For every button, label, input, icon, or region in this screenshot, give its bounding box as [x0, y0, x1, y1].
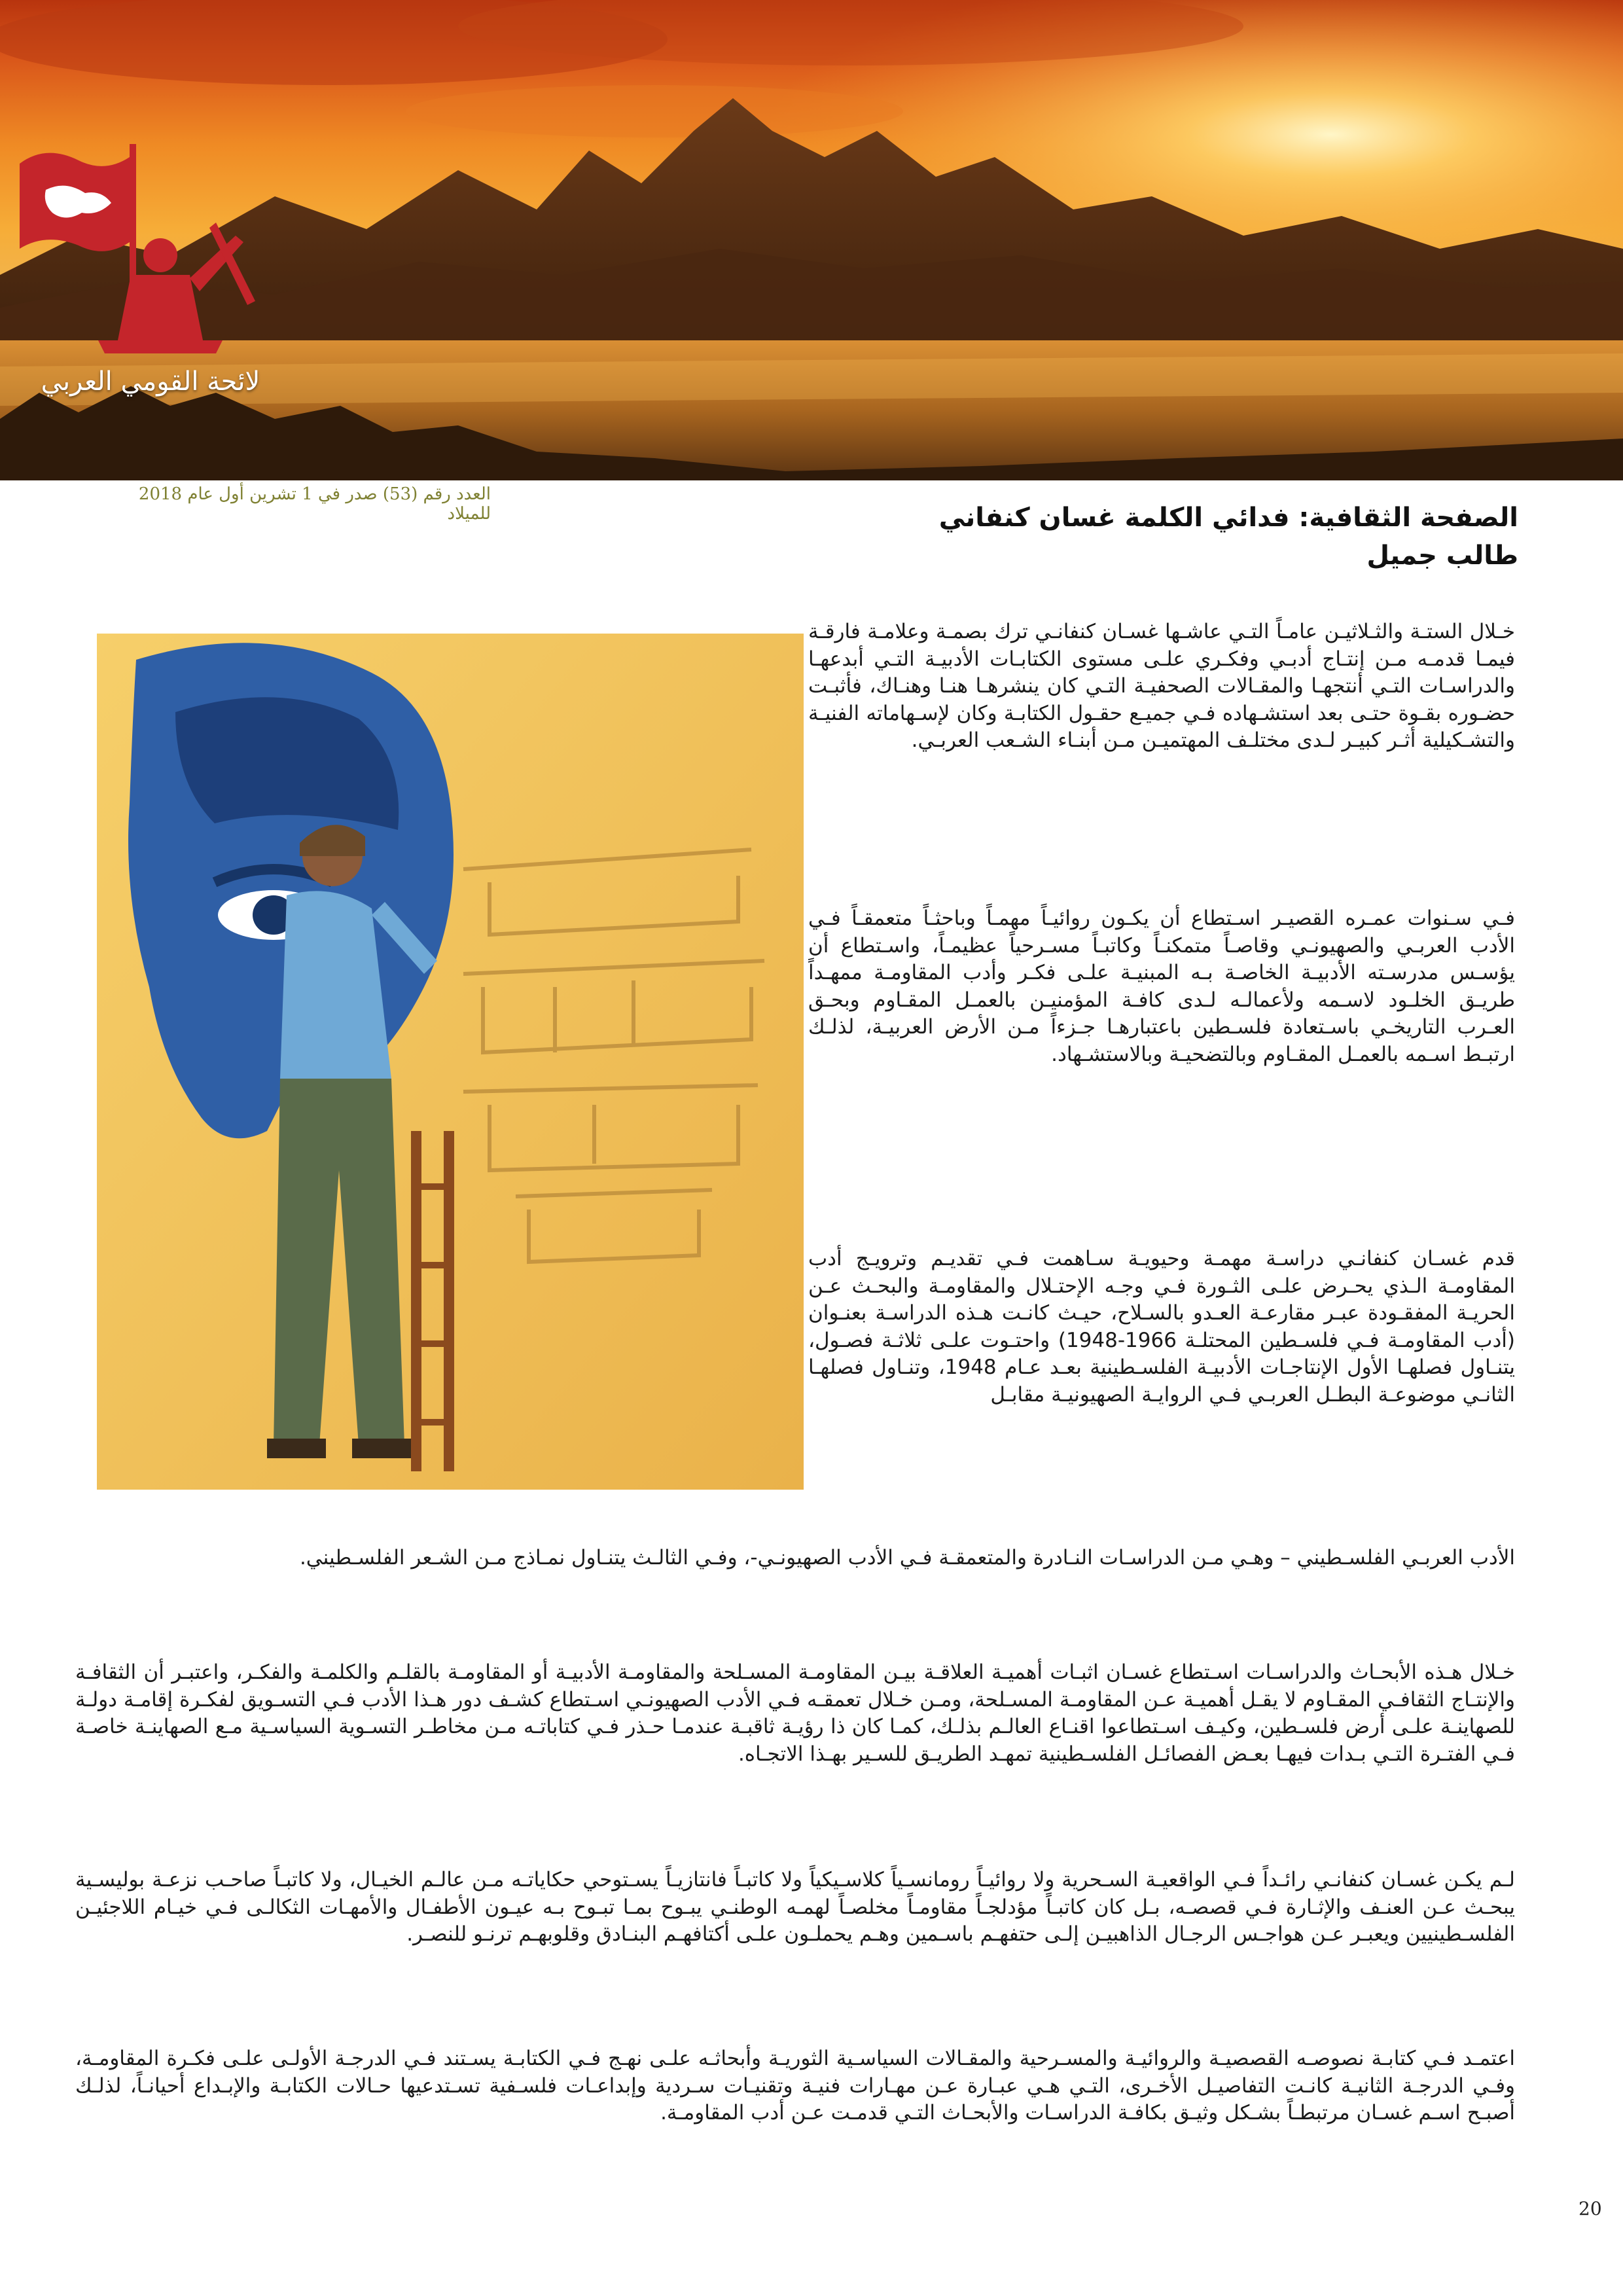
header-banner-photo — [0, 0, 1623, 480]
paragraph-5: لـم يكـن غسـان كنفانـي رائـداً فـي الواقعيـة السـحرية ولا روائيـاً رومانسـياً كلاسـيكياً ولا كاتبـاً فانتازيـاً يسـتوحي حكاياتـه مـن عالـم الخيـال، ولا كاتبـاً صاحـب نزعـة بوليسـية يبحـث عـن العنـف والإثـارة فـي قصصـه، بـل كان كاتبـاً مؤدلجـاً مقاومـاً مخلصـاً لهمـه الوطنـي يبـوح بمـا تبـوح بـه عيـون الأطفـال والأمهـات الثكالـى فـي خيـام اللاجئيـن الفلسـطينيين ويعبـر عـن هواجـس الرجـال الذاهبيـن إلـى حتفهـم باسـمين وهـم يحملـون علـى أكتافهـم البنـادق وقلوبهـم ترنـو للنصـر. — [75, 1868, 1515, 1946]
mural-painting-photo — [97, 634, 804, 1490]
paragraph-3: قدم غسـان كنفانـي دراسـة مهمـة وحيويـة سـاهمت فـي تقديـم وترويـج أدب المقاومـة الـذي يحـرض علـى الثـورة فـي وجـه الإحتـلال والمقاومـة والبحـث عـن الحريـة المفقـودة عبـر مقارعـة العـدو بالسـلاح، حيـث كانـت هـذه الدراسـة بعنـوان (أدب المقاومـة فـي فلسـطين المحتلـة 1966-1948) واحتـوت علـى ثلاثـة فصـول، يتنـاول فصلهـا الأول الإنتاجـات الأدبيـة الفلسـطينية بعـد عـام 1948، وتنـاول فصلهـا الثانـي موضوعـة البطـل العربـي فـي الروايـة الصهيونيـة مقابـل — [808, 1247, 1515, 1407]
logo-caption: لائحة القومي العربي — [41, 367, 260, 397]
paragraph-4: خـلال هـذه الأبحـاث والدراسـات اسـتطاع غسـان اثبـات أهميـة العلاقـة بيـن المقاومـة المسـلحة والمقاومـة الأدبيـة أو المقاومـة بالقلـم والكلمـة والفكـر، واعتبـر أن الثقافـة والإنتـاج الثقافـي المقـاوم لا يقـل أهميـة عـن المقاومـة المسـلحة، ومـن خـلال تعمقـه فـي الأدب الصهيونـي اسـتطاع كشـف دور هـذا الأدب فـي التسـويق لفكـرة إقامـة دولـة للصهاينـة علـى أرض فلسـطين، وكيـف اسـتطاعوا اقنـاع العالـم بذلـك، كمـا كان ذا رؤيـة ثاقبـة عندمـا حـذر فـي كتاباتـه مـن مخاطـر التسـوية السياسـية مـع الصهاينـة خاصـة فـي الفتـرة التـي بـدات فيهـا بعـض الفصائـل الفلسـطينية تمهـد الطريـق للسـير بهـذا الاتجـاه. — [75, 1660, 1515, 1766]
paragraph-3-continued: الأدب العربـي الفلسـطيني – وهـي مـن الدراسـات النـادرة والمتعمقـة فـي الأدب الصهيونـي-، وفـي الثالـث يتنـاول نمـاذج مـن الشـعر الفلسـطيني. — [299, 1546, 1515, 1570]
paragraph-6: اعتمـد فـي كتابـة نصوصـه القصصيـة والروائيـة والمسـرحية والمقـالات السياسـية الثوريـة وأبحاثـه علـى نهـج فـي الكتابـة يسـتند فـي الدرجـة الأولـى علـى فكـرة المقاومـة، وفـي الدرجـة الثانيـة كانـت التفاصيـل الأخـرى، التـي هـي عبـارة عـن مهـارات فنيـة وتقنيـات سـردية وإبداعـات فلسـفية تسـتدعيها حـالات الكتابـة والإبـداع أحيانـاً، لذلـك أصبـح اسـم غسـان مرتبطـاً بشـكل وثيـق بكافـة الدراسـات والأبحـاث التـي قدمـت عـن أدب المقاومـة. — [75, 2047, 1515, 2125]
page-number: 20 — [1578, 2198, 1602, 2219]
paragraph-1: خـلال الستـة والثـلاثيـن عامـاً التـي عاشـها غسـان كنفانـي ترك بصمـة وعلامـة فارقـة فيمـا قدمـه مـن إنتـاج أدبـي وفكـري علـى مستوى الكتابـات الأدبيـة التـي أبدعهـا والدراسـات التـي أنتجهـا والمقـالات الصحفيـة التـي كان ينشرهـا هنـا وهنـاك، فأثبـت حضـوره بقـوة حتـى بعد استشـهاده فـي جميـع حقـول الكتابـة وكان لإسـهاماته الفنيـة والتشـكيلية أثـر كبيـر لـدى مختلـف المهتميـن مـن أبنـاء الشـعب العربـي. — [808, 620, 1515, 752]
article-title: الصفحة الثقافية: فدائي الكلمة غسان كنفاني — [938, 503, 1518, 533]
paragraph-2: فـي سـنوات عمـره القصيـر اسـتطاع أن يكـون روائيـاً مهمـاً وباحثـاً متعمقـاً فـي الأدب العربـي والصهيونـي وقاصـاً متمكنـاً وكاتبـاً مسـرحياً عظيمـاً، واسـتطاع أن يؤسـس مدرسـته الأدبيـة الخاصـة بـه المبنيـة علـى فكـر وأدب المقاومـة ممهـداً طريـق الخلـود لاسـمه ولأعمالـه لـدى كافـة المؤمنيـن بالعمـل المقـاوم وبحـق العـرب التاريخـي باسـتعادة فلسـطين باعتبارهـا جـزءاً مـن الأرض العربيـة، لذلـك ارتبـط اسـمه بالعمـل المقـاوم وبالتضحيـة وبالاستشـهاد. — [808, 906, 1515, 1066]
article-author: طالب جميل — [1366, 541, 1518, 571]
issue-line: العدد رقم (53) صدر في 1 تشرين أول عام 2018 للميلاد — [138, 484, 491, 524]
